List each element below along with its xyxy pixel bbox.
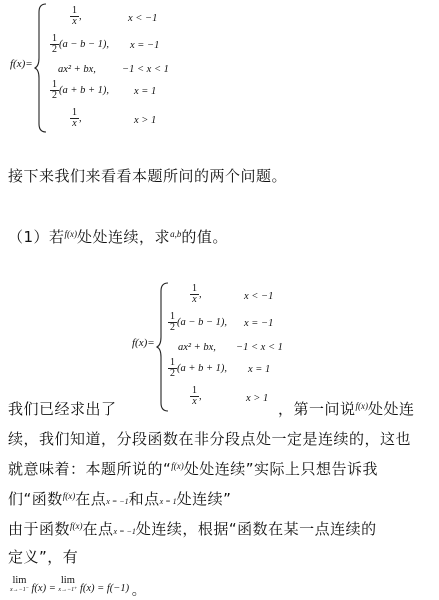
para-line-5: 由于函数$^{f(x)}$在点x = −1处连续，根据“函数在某一点连续的 bbox=[8, 520, 377, 538]
intro-line: 接下来我们来看看本题所问的两个问题。 bbox=[8, 167, 288, 185]
pw2-row4-cond: x = 1 bbox=[248, 364, 271, 375]
pw2-row3-expr: ax² + bx, bbox=[178, 342, 216, 353]
para-line-6: 定义”，有 bbox=[8, 548, 79, 566]
para-line-1a: 我们已经求出了 bbox=[8, 400, 117, 418]
pw-row1-expr: $\frac{1}{x}$ , bbox=[72, 5, 82, 27]
pw-row1-cond: x < −1 bbox=[128, 13, 158, 24]
function-label-2: f(x)= bbox=[132, 337, 155, 349]
pw-row3-cond: −1 < x < 1 bbox=[122, 64, 169, 75]
left-brace-icon-2 bbox=[156, 281, 170, 413]
pw-row5-cond: x > 1 bbox=[134, 115, 157, 126]
pw2-row5-cond: x > 1 bbox=[246, 393, 269, 404]
pw2-row1-cond: x < −1 bbox=[244, 291, 274, 302]
pw2-row4-expr: $\frac{1}{2}$ (a + b + 1), bbox=[170, 357, 228, 379]
pw2-row2-cond: x = −1 bbox=[244, 318, 274, 329]
pw2-row1-expr: $\frac{1}{x}$ , bbox=[192, 283, 202, 305]
function-label: f(x)= bbox=[10, 58, 33, 70]
pw-row2-expr: $\frac{1}{2}$ (a − b − 1), bbox=[52, 33, 110, 55]
para-line-3: 就意味着：本题所说的“$^{f(x)}$处处连续”实际上只想告诉我 bbox=[8, 460, 379, 478]
left-brace-icon bbox=[34, 2, 48, 134]
pw-row4-expr: $\frac{1}{2}$ (a + b + 1), bbox=[52, 79, 110, 101]
pw-row3-expr: ax² + bx, bbox=[58, 64, 96, 75]
pw2-row5-expr: $\frac{1}{x}$ , bbox=[192, 385, 202, 407]
pw-row5-expr: $\frac{1}{x}$ , bbox=[72, 107, 82, 129]
para-line-1b: ，第一问说$^{f(x)}$处处连 bbox=[278, 400, 415, 418]
pw-row2-cond: x = −1 bbox=[130, 40, 160, 51]
question-1: （1）若$^{f(x)}$处处连续，求$^{a,b}$的值。 bbox=[8, 228, 228, 246]
limit-equation: lim x→−1⁻ f(x) = lim x→−1⁺ f(x) = f(−1) 。 bbox=[10, 575, 146, 599]
pw2-row2-expr: $\frac{1}{2}$ (a − b − 1), bbox=[170, 311, 228, 333]
pw-row4-cond: x = 1 bbox=[134, 86, 157, 97]
pw2-row3-cond: −1 < x < 1 bbox=[236, 342, 283, 353]
para-line-2: 续，我们知道，分段函数在非分段点处一定是连续的，这也 bbox=[8, 430, 412, 448]
para-line-4: 们“函数$^{f(x)}$在点x = −1和点x = 1处连续” bbox=[8, 490, 232, 508]
